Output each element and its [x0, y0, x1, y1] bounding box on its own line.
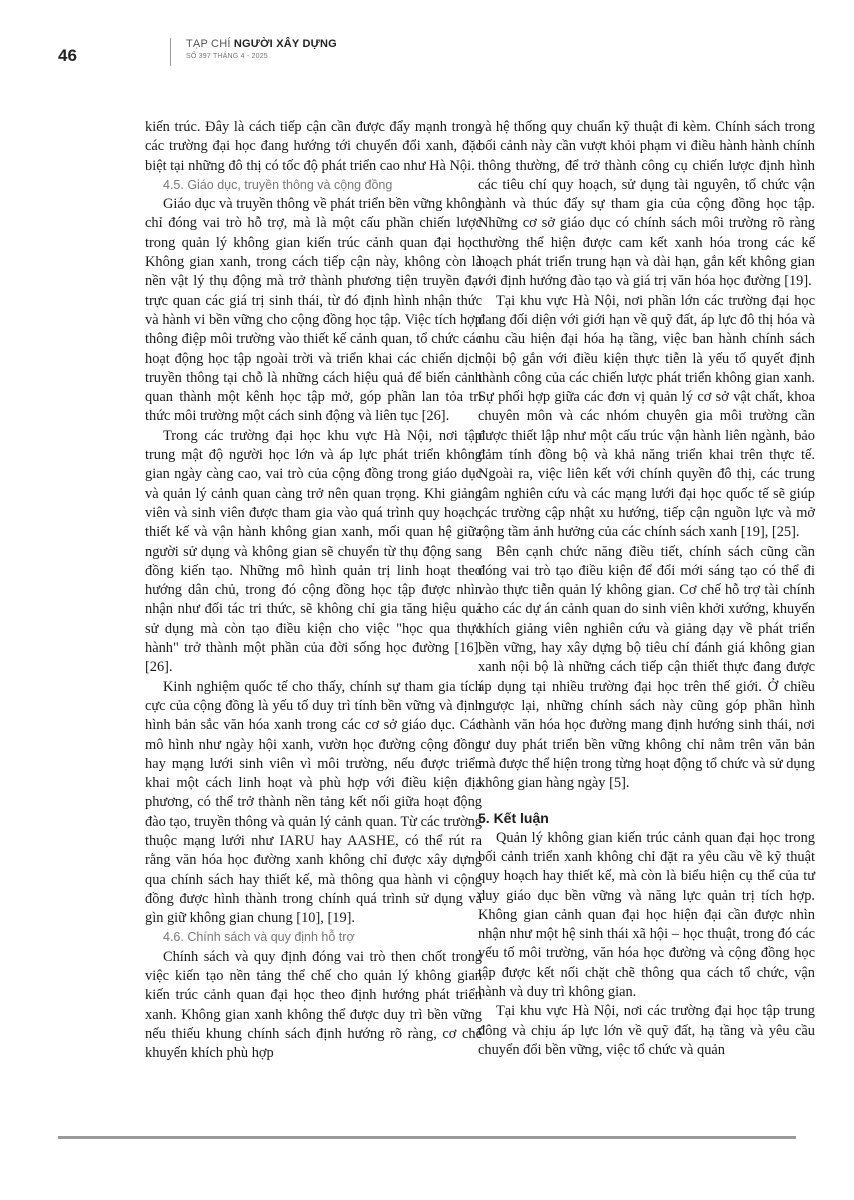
page-number: 46	[58, 46, 77, 65]
right-column	[478, 118, 815, 1060]
page-header	[58, 38, 854, 78]
paragraph: và hệ thống quy chuẩn kỹ thuật đi kèm. Chính sách trong bối cảnh này cần vượt khỏi phạm vi điều hành hành chính thông thường, để trở thành công cụ chiến lược định hình các tiêu chí quy hoạch, sử dụng tài nguyên, tổ chức vận hành và thúc đẩy sự tham gia của cộng đồng học tập. Những cơ sở giáo dục có chính sách môi trường rõ ràng thường thể hiện được cam kết xanh hóa trong các kế hoạch phát triển trung hạn và dài hạn, gắn kết không gian với định hướng đào tạo và giá trị văn hóa học đường [19].	[478, 119, 815, 290]
issue-info: SỐ 397 THÁNG 4 - 2025	[186, 53, 268, 60]
paragraph: Giáo dục và truyền thông về phát triển bền vững không chỉ đóng vai trò hỗ trợ, mà là một cấu phần chiến lược trong quản lý không gian kiến trúc cảnh quan đại học. Không gian xanh, trong cách tiếp cận này, không còn là nền vật lý thụ động mà trở thành phương tiện truyền đạt trực quan các giá trị sinh thái, từ đó định hình nhận thức và hành vi bền vững cho cộng đồng học tập. Việc tích hợp thông điệp môi trường vào thiết kế cảnh quan, tổ chức các hoạt động học tập ngoài trời và triển khai các chiến dịch truyền thông tại chỗ là những cách hiệu quả để biến cảnh quan thành một kênh học tập mở, góp phần lan tỏa tri thức môi trường một cách sinh động và liên tục [26].	[145, 196, 482, 425]
journal-name: NGƯỜI XÂY DỰNG	[233, 38, 337, 50]
journal-title	[186, 38, 337, 50]
journal-prefix: TẠP CHÍ	[186, 38, 231, 50]
footer-rule	[58, 1136, 796, 1139]
paragraph: Kinh nghiệm quốc tế cho thấy, chính sự tham gia tích cực của cộng đồng là yếu tố duy trì tính bền vững và định hình bản sắc văn hóa xanh trong các cơ sở giáo dục. Các mô hình như ngày hội xanh, vườn học đường cộng đồng hay mạng lưới sinh viên vì môi trường, nếu được triển khai một cách linh hoạt và phù hợp với điều kiện địa phương, có thể trở thành nền tảng kết nối giữa hoạt động đào tạo, truyền thông và quản lý cảnh quan. Từ các trường thuộc mạng lưới như IARU hay AASHE, có thể rút ra rằng văn hóa học đường xanh không chỉ được xây dựng qua chính sách hay thiết kế, mà thông qua hành vi cộng đồng được hình thành trong chính quá trình sử dụng và gìn giữ không gian chung [10], [19].	[145, 678, 482, 927]
header-divider	[170, 38, 171, 66]
paragraph: Bên cạnh chức năng điều tiết, chính sách cũng cần đóng vai trò tạo điều kiện để đổi mới sáng tạo có thể đi vào thực tiễn quản lý không gian. Cơ chế hỗ trợ tài chính cho các dự án cảnh quan do sinh viên khởi xướng, khuyến khích giảng viên nghiên cứu và giảng dạy về phát triển bền vững, hay xây dựng bộ tiêu chí đánh giá không gian xanh nội bộ là những cách tiếp cận thiết thực đang được áp dụng tại nhiều trường đại học trên thế giới. Ở chiều ngược lại, những chính sách này cũng góp phần hình thành văn hóa học đường mang định hướng sinh thái, nơi tư duy phát triển bền vững không chỉ nằm trên văn bản mà được thể hiện trong từng hoạt động tổ chức và sử dụng không gian hàng ngày [5].	[478, 543, 815, 792]
section-heading-5: 5. Kết luận	[478, 810, 549, 827]
paragraph: Trong các trường đại học khu vực Hà Nội, nơi tập trung mật độ người học lớn và áp lực phát triển không gian ngày càng cao, vai trò của cộng đồng trong giáo dục và quản lý cảnh quan càng trở nên quan trọng. Khi giảng viên và sinh viên được tham gia vào quá trình quy hoạch, thiết kế và vận hành không gian xanh, mối quan hệ giữa người sử dụng và không gian sẽ chuyển từ thụ động sang đồng kiến tạo. Những mô hình quản trị linh hoạt theo hướng dân chủ, trong đó cộng đồng học tập được nhìn nhận như đối tác tri thức, sẽ không chỉ gia tăng hiệu quả sử dụng mà còn tạo điều kiện cho việc "học qua thực hành" trở thành một phần của đời sống học đường [16], [26].	[145, 427, 482, 676]
paragraph: Quản lý không gian kiến trúc cảnh quan đại học trong bối cảnh triển xanh không chỉ đặt ra yêu cầu về kỹ thuật quy hoạch hay thiết kế, mà còn là biểu hiện cụ thể của tư duy giáo dục bền vững và năng lực quản trị tích hợp. Không gian cảnh quan đại học hiện đại cần được nhìn nhận như một hệ sinh thái xã hội – học thuật, trong đó các yếu tố môi trường, văn hóa học đường và cộng đồng học tập được kết nối chặt chẽ thông qua cách tổ chức, vận hành và duy trì không gian.	[478, 829, 815, 1001]
section-heading-4-5: 4.5. Giáo dục, truyền thông và cộng đồng	[163, 177, 393, 192]
left-column	[145, 118, 482, 1064]
paragraph: Chính sách và quy định đóng vai trò then chốt trong việc kiến tạo nền tảng thể chế cho quản lý không gian kiến trúc cảnh quan đại học theo định hướng phát triển xanh. Không gian xanh không thể được duy trì bền vững nếu thiếu khung chính sách định hướng rõ ràng, cơ chế khuyến khích phù hợp	[145, 948, 482, 1062]
paragraph: kiến trúc. Đây là cách tiếp cận cần được đẩy mạnh trong các trường đại học đang hướng tới chuyển đổi xanh, đặc biệt tại những đô thị có tốc độ phát triển cao như Hà Nội.	[145, 119, 482, 174]
paragraph: Tại khu vực Hà Nội, nơi các trường đại học tập trung đông và chịu áp lực lớn về quỹ đất, hạ tầng và yêu cầu chuyển đổi bền vững, việc tổ chức và quản	[478, 1003, 815, 1058]
section-heading-4-6: 4.6. Chính sách và quy định hỗ trợ	[163, 930, 355, 945]
paragraph: Tại khu vực Hà Nội, nơi phần lớn các trường đại học đang đối diện với giới hạn về quỹ đất, áp lực đô thị hóa và nhu cầu hiện đại hóa hạ tầng, việc ban hành chính sách nội bộ gắn với điều kiện thực tiễn là yếu tố quyết định thành công của các chiến lược phát triển không gian xanh. Sự phối hợp giữa các đơn vị quản lý cơ sở vật chất, khoa chuyên môn và các nhóm chuyên gia môi trường cần được thiết lập như một cấu trúc vận hành liên ngành, bảo đảm tính đồng bộ và khả năng triển khai trên thực tế. Ngoài ra, việc liên kết với chính quyền đô thị, các trung tâm nghiên cứu và các mạng lưới đại học quốc tế sẽ giúp các trường cập nhật xu hướng, tiếp cận nguồn lực và mở rộng tầm ảnh hưởng của các chính sách xanh [19], [25].	[478, 292, 815, 541]
